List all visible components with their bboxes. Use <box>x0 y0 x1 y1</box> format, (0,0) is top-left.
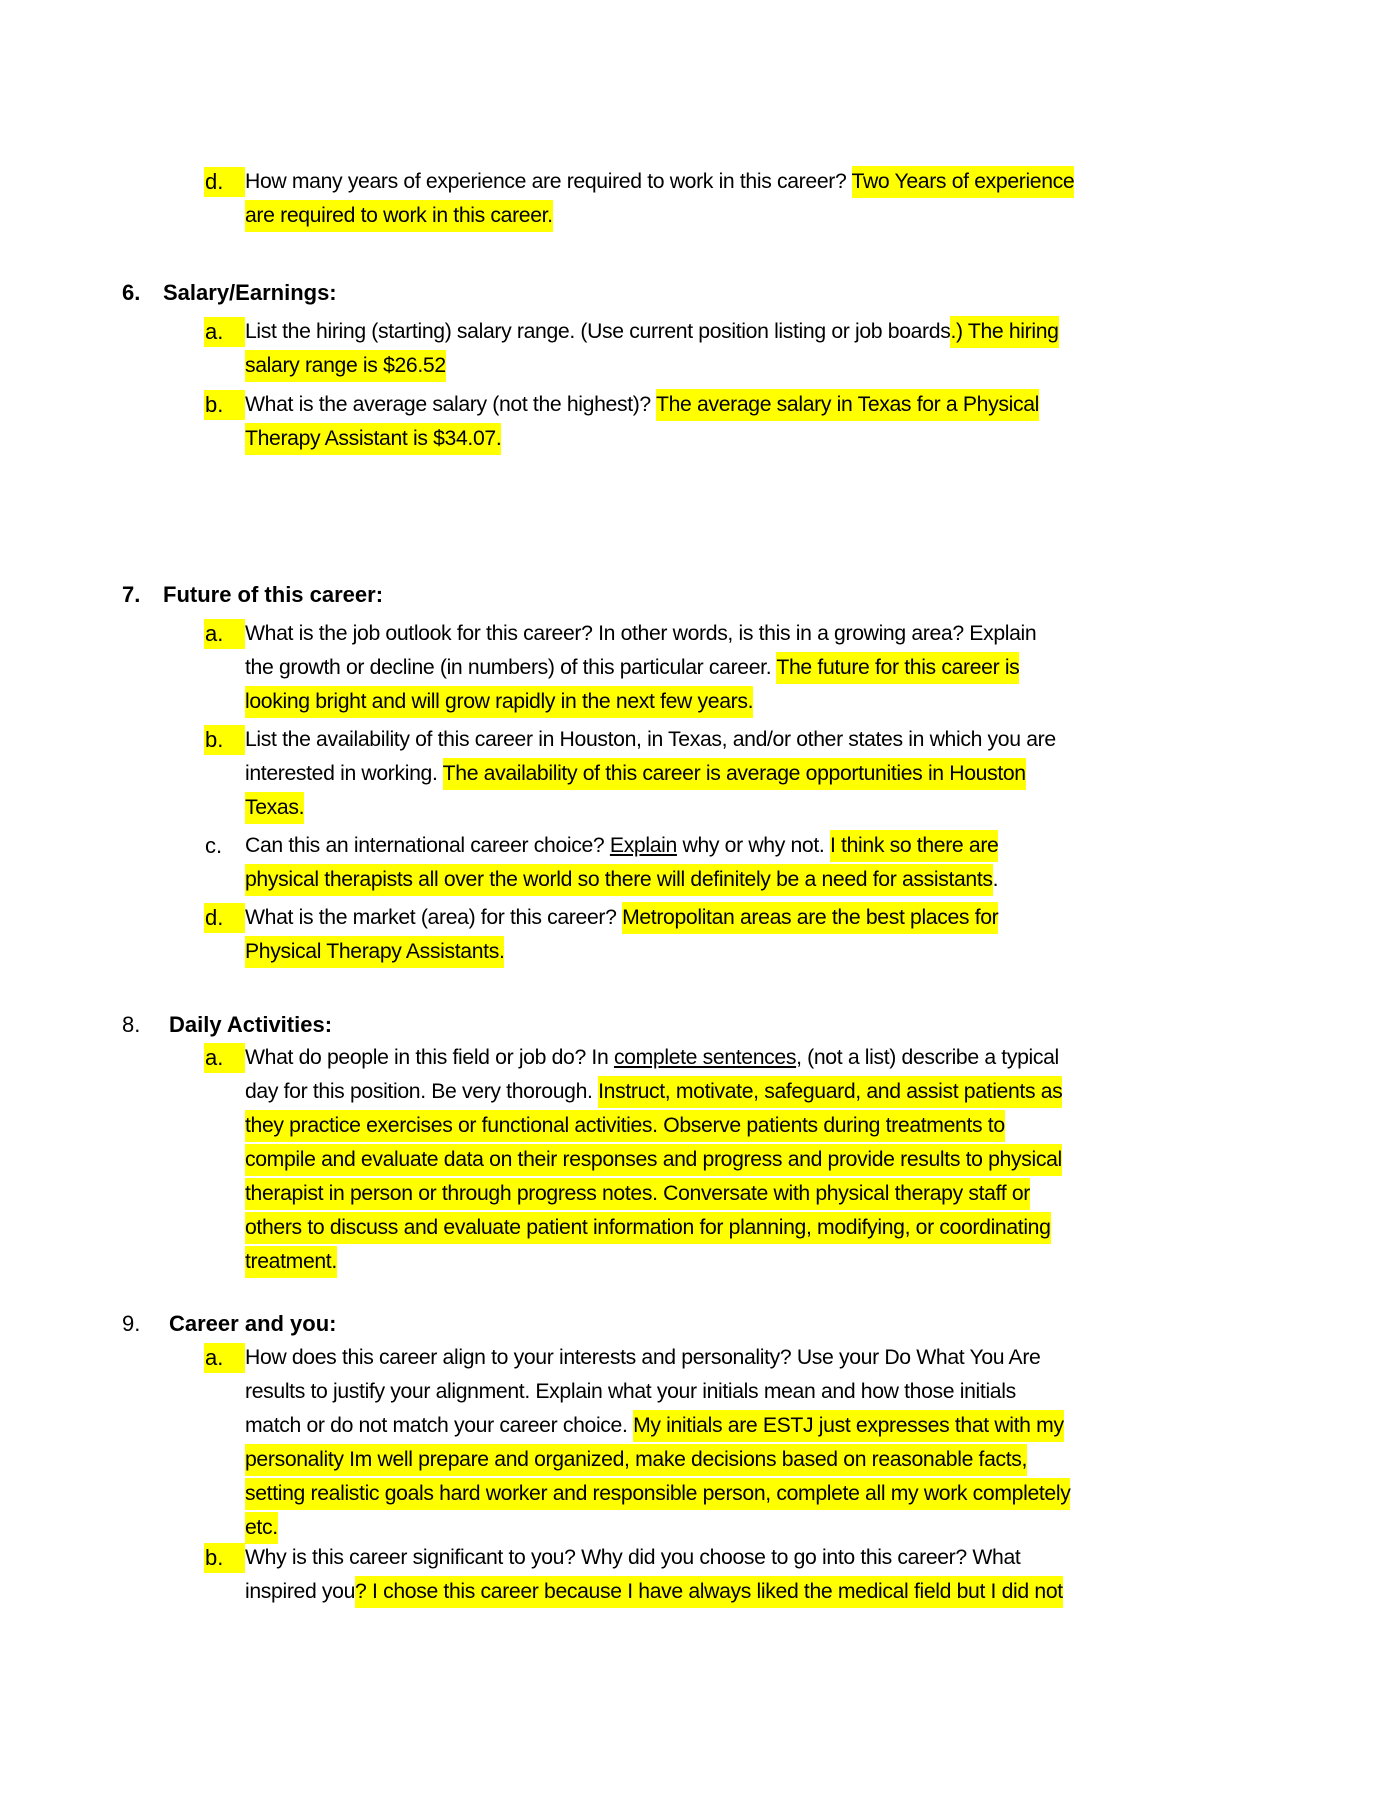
item-marker <box>204 317 245 347</box>
text-line <box>245 829 998 863</box>
highlighted-answer-text: The availability of this career is average opportunities in Houston <box>443 758 1026 790</box>
underlined-text: complete sentences <box>613 1046 797 1069</box>
text-line <box>245 315 1059 349</box>
question-text: inspired you <box>245 1580 356 1603</box>
highlighted-answer-text: My initials are ESTJ just expresses that with my <box>633 1410 1064 1442</box>
text-line <box>245 1477 1070 1511</box>
highlighted-answer-text: Texas. <box>245 792 304 824</box>
item-marker-label: b. <box>205 392 224 417</box>
question-text: why or why not. <box>676 834 830 857</box>
highlighted-answer-text: The average salary in Texas for a Physical <box>656 389 1039 421</box>
highlighted-answer-text: .) The hiring <box>950 316 1058 348</box>
text-line <box>245 863 998 897</box>
question-text: Why is this career significant to you? Why did you choose to go into this career? What <box>245 1546 1021 1569</box>
item-text <box>245 315 1059 383</box>
item-text <box>245 1041 1062 1279</box>
item-marker-label: d. <box>205 905 224 930</box>
item-text <box>245 1541 1063 1609</box>
item-text <box>245 829 998 897</box>
section-title: Daily Activities: <box>169 1012 333 1037</box>
underlined-text: Explain <box>609 834 677 857</box>
item-marker-label: a. <box>205 1045 224 1070</box>
highlighted-answer-text: etc. <box>245 1512 278 1544</box>
highlighted-answer-text: Physical Therapy Assistants. <box>245 936 504 968</box>
section-title: Salary/Earnings: <box>163 280 337 305</box>
text-line <box>245 1245 1062 1279</box>
section-title: Future of this career: <box>163 582 384 607</box>
item-marker-label: b. <box>205 727 224 752</box>
question-text: match or do not match your career choice. <box>245 1414 634 1437</box>
section-number: 8. <box>122 1012 141 1037</box>
item-marker-label: a. <box>205 1345 224 1370</box>
highlighted-answer-text: compile and evaluate data on their responses and progress and provide results to physical <box>245 1144 1062 1176</box>
highlighted-answer-text: are required to work in this career. <box>245 200 553 232</box>
text-line <box>245 1375 1070 1409</box>
item-marker <box>204 831 245 861</box>
highlighted-answer-text: Instruct, motivate, safeguard, and assist patients as <box>598 1076 1062 1108</box>
highlighted-answer-text: physical therapists all over the world so there will definitely be a need for assistants <box>245 864 993 896</box>
section-number: 7. <box>122 582 141 607</box>
highlighted-answer-text: Two Years of experience <box>852 166 1075 198</box>
item-text <box>245 723 1056 825</box>
question-text: What is the job outlook for this career? In other words, is this in a growing area? Explain <box>245 622 1037 645</box>
highlighted-answer-text: personality Im well prepare and organized, make decisions based on reasonable facts, <box>245 1444 1027 1476</box>
question-text: results to justify your alignment. Explain what your initials mean and how those initials <box>245 1380 1016 1403</box>
item-marker-label: b. <box>205 1545 224 1570</box>
question-text: What do people in this field or job do? In <box>245 1046 614 1069</box>
text-line <box>245 791 1056 825</box>
section-title: Career and you: <box>169 1311 337 1336</box>
question-text: How does this career align to your interests and personality? Use your Do What You Are <box>245 1346 1041 1369</box>
question-text: How many years of experience are required to work in this career? <box>245 170 852 193</box>
item-text <box>245 901 998 969</box>
question-text: the growth or decline (in numbers) of this particular career. <box>245 656 777 679</box>
text-line <box>245 1541 1063 1575</box>
text-line <box>245 1075 1062 1109</box>
question-text: . <box>992 868 999 891</box>
text-line <box>245 165 1074 199</box>
question-text: What is the market (area) for this career? <box>245 906 623 929</box>
text-line <box>245 1041 1062 1075</box>
item-marker <box>204 1543 245 1573</box>
section-number: 9. <box>122 1311 141 1336</box>
highlighted-answer-text: I think so there are <box>830 830 998 862</box>
text-line <box>245 1109 1062 1143</box>
highlighted-answer-text: treatment. <box>245 1246 337 1278</box>
text-line <box>245 617 1036 651</box>
text-line <box>245 935 998 969</box>
item-marker <box>204 725 245 755</box>
item-marker-label: c. <box>205 833 223 858</box>
text-line <box>245 1443 1070 1477</box>
item-marker <box>204 1343 245 1373</box>
item-marker-label: a. <box>205 319 224 344</box>
highlighted-answer-text: ? I chose this career because I have always liked the medical field but I did not <box>355 1576 1063 1608</box>
highlighted-answer-text: looking bright and will grow rapidly in the next few years. <box>245 686 753 718</box>
highlighted-answer-text: salary range is $26.52 <box>245 350 446 382</box>
question-text: What is the average salary (not the highest)? <box>245 393 657 416</box>
text-line <box>245 1511 1070 1545</box>
item-marker-label: d. <box>205 169 224 194</box>
text-line <box>245 1575 1063 1609</box>
highlighted-answer-text: they practice exercises or functional activities. Observe patients during treatments to <box>245 1110 1005 1142</box>
text-line <box>245 685 1036 719</box>
item-marker-label: a. <box>205 621 224 646</box>
highlighted-answer-text: others to discuss and evaluate patient information for planning, modifying, or coordinating <box>245 1212 1051 1244</box>
item-text <box>245 1341 1070 1545</box>
text-line <box>245 1341 1070 1375</box>
item-text <box>245 165 1074 233</box>
text-line <box>245 757 1056 791</box>
item-marker <box>204 167 245 197</box>
item-text <box>245 388 1039 456</box>
question-text: day for this position. Be very thorough. <box>245 1080 599 1103</box>
text-line <box>245 651 1036 685</box>
item-marker <box>204 619 245 649</box>
question-text: List the availability of this career in Houston, in Texas, and/or other states in which you are <box>245 728 1056 751</box>
text-line <box>245 1211 1062 1245</box>
text-line <box>245 1177 1062 1211</box>
question-text: , (not a list) describe a typical <box>796 1046 1059 1069</box>
question-text: List the hiring (starting) salary range. (Use current position listing or job boards <box>245 320 951 343</box>
highlighted-answer-text: therapist in person or through progress notes. Conversate with physical therapy staff or <box>245 1178 1030 1210</box>
section-number: 6. <box>122 280 141 305</box>
item-marker <box>204 390 245 420</box>
item-text <box>245 617 1036 719</box>
text-line <box>245 388 1039 422</box>
text-line <box>245 349 1059 383</box>
text-line <box>245 723 1056 757</box>
item-marker <box>204 903 245 933</box>
highlighted-answer-text: Metropolitan areas are the best places for <box>622 902 998 934</box>
item-marker <box>204 1043 245 1073</box>
text-line <box>245 199 1074 233</box>
highlighted-answer-text: The future for this career is <box>776 652 1019 684</box>
highlighted-answer-text: Therapy Assistant is $34.07. <box>245 423 501 455</box>
text-line <box>245 901 998 935</box>
text-line <box>245 422 1039 456</box>
question-text: Can this an international career choice? <box>245 834 610 857</box>
text-line <box>245 1143 1062 1177</box>
highlighted-answer-text: setting realistic goals hard worker and responsible person, complete all my work completely <box>245 1478 1070 1510</box>
text-line <box>245 1409 1070 1443</box>
question-text: interested in working. <box>245 762 443 785</box>
